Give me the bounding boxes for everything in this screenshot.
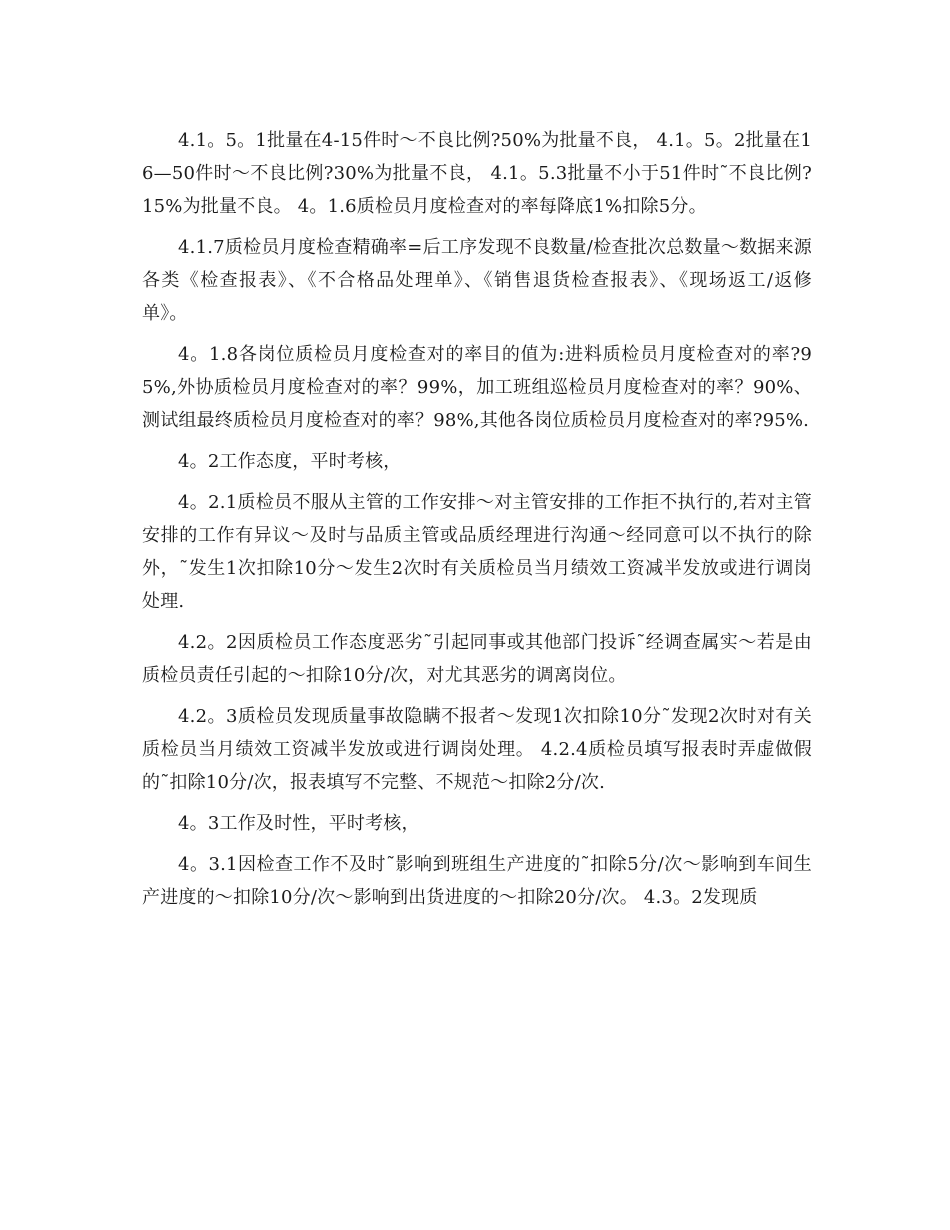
paragraph-4-2-2: 4.2。2因质检员工作态度恶劣˜引起同事或其他部门投诉˜经调查属实～若是由质检员责任引起的～扣除10分/次，对尤其恶劣的调离岗位。 — [142, 632, 812, 686]
paragraph-4-3-1: 4。3.1因检查工作不及时˜影响到班组生产进度的˜扣除5分/次～影响到车间生产进度的～扣除10分/次～影响到出货进度的～扣除20分/次。 4.3。2发现质 — [142, 854, 812, 908]
document-body — [142, 124, 812, 922]
paragraph-4-1-7: 4.1.7质检员月度检查精确率=后工序发现不良数量/检查批次总数量～数据来源各类《检查报表》、《不合格品处理单》、《销售退货检查报表》、《现场返工/返修单》。 — [142, 237, 812, 324]
paragraph-4-2-3: 4.2。3质检员发现质量事故隐瞒不报者～发现1次扣除10分˜发现2次时对有关质检员当月绩效工资减半发放或进行调岗处理。 4.2.4质检员填写报表时弄虚做假的˜扣除10分/次，报表填写不完整、不规范～扣除2分/次. — [142, 706, 812, 793]
paragraph-4-1-8: 4。1.8各岗位质检员月度检查对的率目的值为:进料质检员月度检查对的率?95%,外协质检员月度检查对的率？99%，加工班组巡检员月度检查对的率？90%、测试组最终质检员月度检查对的率？98%,其他各岗位质检员月度检查对的率?95%. — [142, 344, 812, 431]
heading-4-2: 4。2工作态度，平时考核， — [178, 451, 402, 472]
paragraph-4-1-5: 4.1。5。1批量在4-15件时～不良比例?50%为批量不良， 4.1。5。2批量在16—50件时～不良比例?30%为批量不良， 4.1。5.3批量不小于51件时˜不良比例?15%为批量不良。 4。1.6质检员月度检查对的率每降底1%扣除5分。 — [142, 130, 812, 217]
heading-4-3: 4。3工作及时性，平时考核， — [178, 813, 420, 834]
paragraph-4-2-1: 4。2.1质检员不服从主管的工作安排～对主管安排的工作拒不执行的,若对主管安排的工作有异议～及时与品质主管或品质经理进行沟通～经同意可以不执行的除外，˜发生1次扣除10分～发生2次时有关质检员当月绩效工资减半发放或进行调岗处理. — [142, 492, 812, 612]
